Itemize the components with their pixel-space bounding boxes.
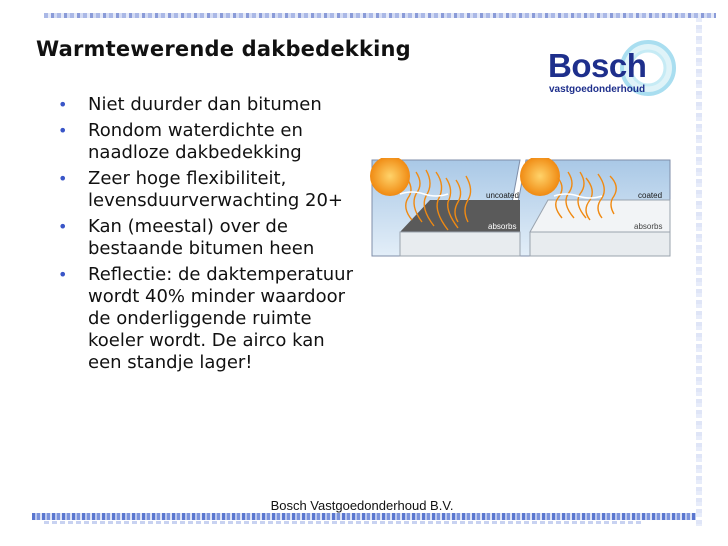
roof-coating-illustration — [370, 158, 672, 258]
bullet-item: • Zeer hoge flexibiliteit, levensduurverwachting 20+ — [58, 168, 344, 211]
label-absorbs-right: absorbs — [634, 222, 663, 231]
bullet-dot-icon: • — [58, 265, 68, 284]
label-absorbs-left: absorbs — [488, 222, 517, 231]
bullet-list — [58, 94, 358, 378]
bullet-dot-icon: • — [58, 121, 68, 140]
footer-text: Bosch Vastgoedonderhoud B.V. — [270, 498, 454, 513]
building-left — [400, 232, 520, 256]
decorative-border-top — [44, 13, 716, 18]
building-right — [530, 232, 670, 256]
slide-footer — [0, 498, 728, 513]
slide-title: Warmtewerende dakbedekking — [36, 37, 411, 61]
bullet-item: • Rondom waterdichte en naadloze dakbedekking — [58, 120, 303, 163]
bullet-dot-icon: • — [58, 217, 68, 236]
bullet-item: • Reflectie: de daktemperatuur wordt 40% minder waardoor de onderliggende ruimte koeler wordt. De airco kan een standje lager! — [58, 264, 353, 373]
label-coated: coated — [638, 191, 663, 200]
logo-subtitle: vastgoedonderhoud — [549, 84, 646, 95]
bullet-item: • Kan (meestal) over de bestaande bitumen heen — [58, 216, 315, 259]
decorative-border-bottom — [32, 513, 696, 520]
decorative-border-bottom-secondary — [44, 521, 644, 524]
roof-coating-diagram — [370, 158, 672, 258]
company-logo — [540, 38, 680, 104]
bullet-dot-icon: • — [58, 169, 68, 188]
bullet-item: • Niet duurder dan bitumen — [58, 94, 322, 115]
label-uncoated: uncoated — [486, 191, 519, 200]
bullet-dot-icon: • — [58, 95, 68, 114]
decorative-border-right — [696, 18, 702, 526]
logo-wordmark: Bosch — [548, 47, 647, 84]
